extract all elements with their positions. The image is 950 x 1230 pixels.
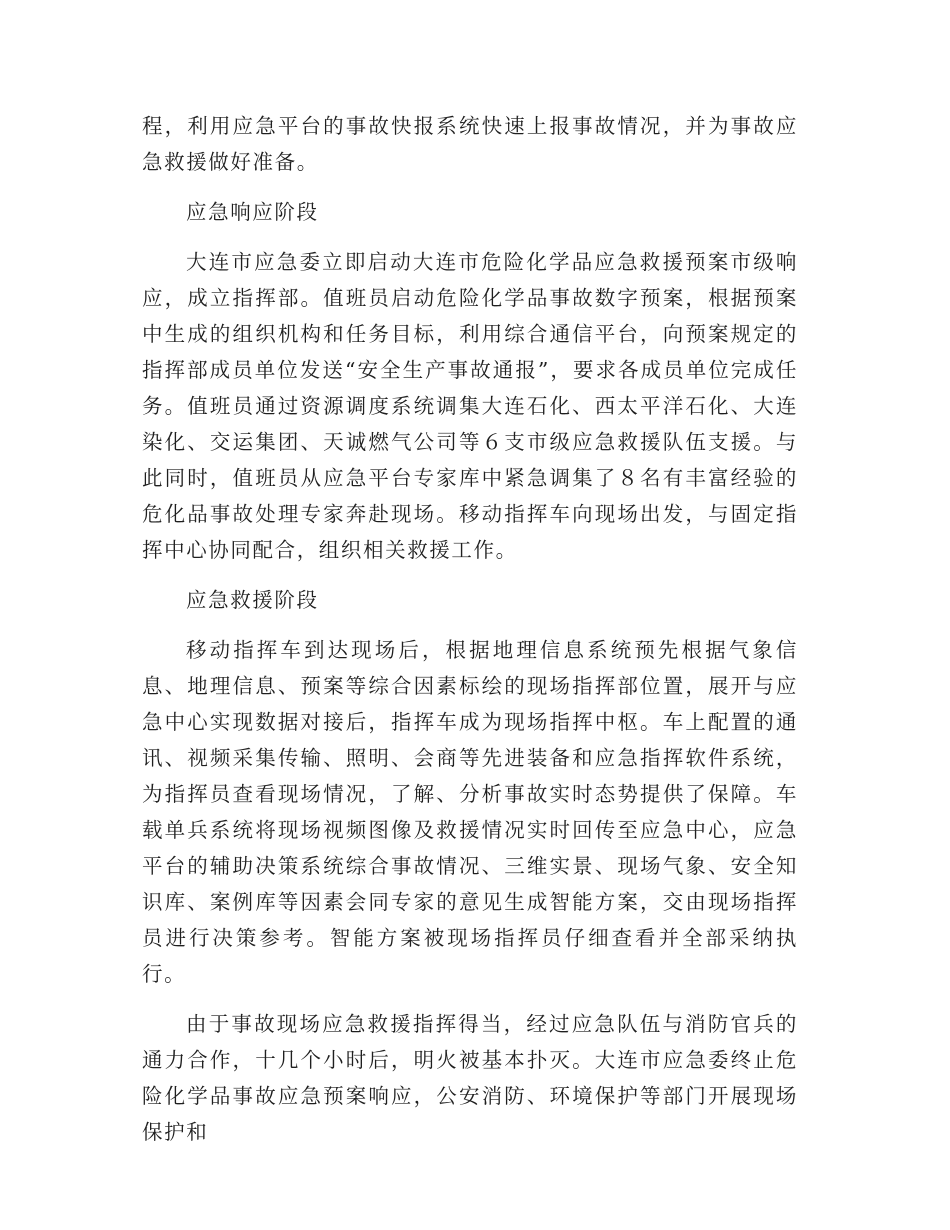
- section-heading-emergency-rescue: 应急救援阶段: [186, 588, 319, 612]
- paragraph-emergency-response: 大连市应急委立即启动大连市危险化学品应急救援预案市级响应，成立指挥部。值班员启动危险化学品事故数字预案，根据预案中生成的组织机构和任务目标，利用综合通信平台，向预案规定的指挥部成员单位发送“安全生产事故通报”，要求各成员单位完成任务。值班员通过资源调度系统调集大连石化、西太平洋石化、大连染化、交运集团、天诚燃气公司等６支市级应急救援队伍支援。与此同时，值班员从应急平台专家库中紧急调集了８名有丰富经验的危化品事故处理专家奔赴现场。移动指挥车向现场出发，与固定指挥中心协同配合，组织相关救援工作。: [142, 250, 798, 562]
- section-heading-emergency-response: 应急响应阶段: [186, 200, 319, 224]
- document-body: [142, 108, 798, 1150]
- paragraph-conclusion: 由于事故现场应急救援指挥得当，经过应急队伍与消防官兵的通力合作，十几个小时后，明火被基本扑灭。大连市应急委终止危险化学品事故应急预案响应，公安消防、环境保护等部门开展现场保护和: [142, 1012, 798, 1144]
- paragraph-emergency-rescue: 移动指挥车到达现场后，根据地理信息系统预先根据气象信息、地理信息、预案等综合因素标绘的现场指挥部位置，展开与应急中心实现数据对接后，指挥车成为现场指挥中枢。车上配置的通讯、视频采集传输、照明、会商等先进装备和应急指挥软件系统，为指挥员查看现场情况，了解、分析事故实时态势提供了保障。车载单兵系统将现场视频图像及救援情况实时回传至应急中心，应急平台的辅助决策系统综合事故情况、三维实景、现场气象、安全知识库、案例库等因素会同专家的意见生成智能方案，交由现场指挥员进行决策参考。智能方案被现场指挥员仔细查看并全部采纳执行。: [142, 638, 798, 986]
- paragraph-continuation: 程，利用应急平台的事故快报系统快速上报事故情况，并为事故应急救援做好准备。: [142, 114, 798, 174]
